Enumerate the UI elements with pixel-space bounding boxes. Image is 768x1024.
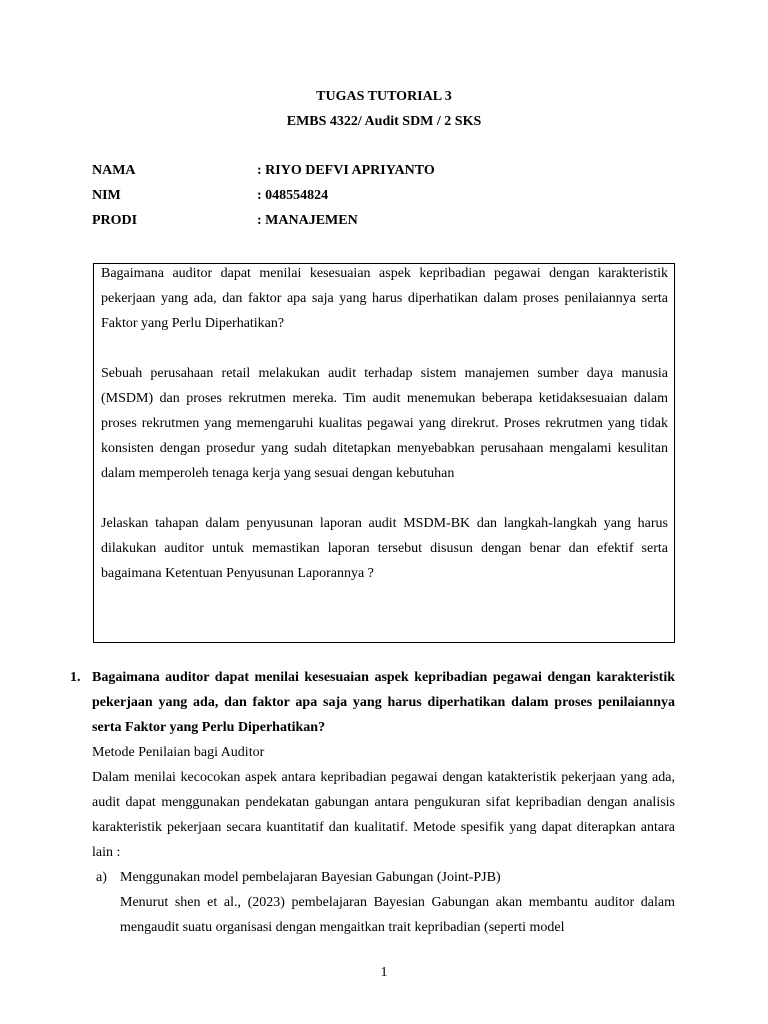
identity-label: NAMA bbox=[92, 163, 136, 178]
task-question-1: Bagaimana auditor dapat menilai kesesuaian aspek kepribadian pegawai dengan karakteristik pekerjaan yang ada, dan faktor apa saja yang harus diperhatikan dalam proses penilaiannya serta Faktor yang Perlu Diperhatikan? bbox=[101, 266, 668, 331]
page-number: 1 bbox=[380, 965, 388, 980]
identity-label: PRODI bbox=[92, 213, 138, 228]
identity-value: : MANAJEMEN bbox=[257, 213, 358, 228]
answer-body: Dalam menilai kecocokan aspek antara kepribadian pegawai dengan katakteristik pekerjaan yang ada, audit dapat menggunakan pendekatan gabungan antara pengukuran sifat kepribadian dengan analisis karakteristik pekerjaan secara kuantitatif dan kualitatif. Metode spesifik yang dapat diterapkan antara lain : bbox=[92, 770, 675, 860]
identity-value: : RIYO DEFVI APRIYANTO bbox=[257, 163, 435, 178]
answer-question: Bagaimana auditor dapat menilai kesesuaian aspek kepribadian pegawai dengan karakteristik pekerjaan yang ada, dan faktor apa saja yang harus diperhatikan dalam proses penilaiannya serta Faktor yang Perlu Diperhatikan? bbox=[92, 670, 675, 735]
task-case-description: Sebuah perusahaan retail melakukan audit terhadap sistem manajemen sumber daya manusia (MSDM) dan proses rekrutmen mereka. Tim audit menemukan beberapa ketidaksesuaian dalam proses rekrutmen yang memengaruhi kualitas pegawai yang direkrut. Proses rekrutmen yang tidak konsisten dengan prosedur yang sudah ditetapkan menyebabkan perusahaan mengalami kesulitan dalam memperoleh tenaga kerja yang sesuai dengan kebutuhan bbox=[101, 366, 668, 481]
answer-number: 1. bbox=[70, 670, 81, 685]
document-title: TUGAS TUTORIAL 3 bbox=[316, 89, 452, 104]
list-item-title: Menggunakan model pembelajaran Bayesian Gabungan (Joint-PJB) bbox=[120, 870, 501, 885]
task-box bbox=[93, 263, 675, 643]
identity-value: : 048554824 bbox=[257, 188, 329, 203]
list-item-body: Menurut shen et al., (2023) pembelajaran Bayesian Gabungan akan membantu auditor dalam mengaudit suatu organisasi dengan mengaitkan trait kepribadian (seperti model bbox=[120, 895, 675, 935]
course-info: EMBS 4322/ Audit SDM / 2 SKS bbox=[286, 114, 482, 129]
identity-label: NIM bbox=[92, 188, 121, 203]
task-question-2: Jelaskan tahapan dalam penyusunan laporan audit MSDM-BK dan langkah-langkah yang harus dilakukan auditor untuk memastikan laporan tersebut disusun dengan benar dan efektif serta bagaimana Ketentuan Penyusunan Laporannya ? bbox=[101, 516, 668, 581]
list-item-marker: a) bbox=[96, 870, 107, 885]
answer-subheading: Metode Penilaian bagi Auditor bbox=[92, 745, 265, 760]
